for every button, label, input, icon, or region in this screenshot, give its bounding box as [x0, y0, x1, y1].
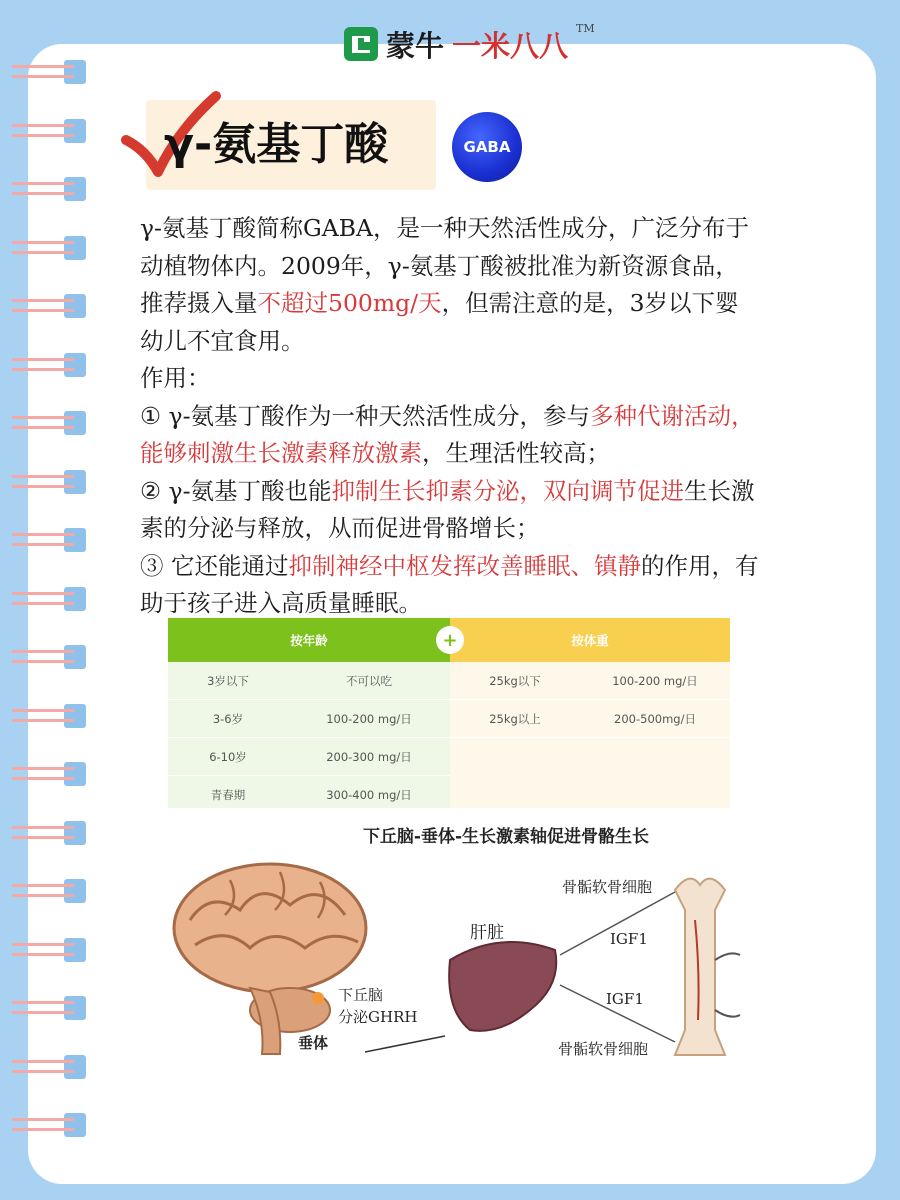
intro-paragraph	[140, 210, 760, 360]
ring-wire	[12, 124, 74, 137]
ring-wire	[12, 943, 74, 956]
effect-2-suffix: 生长激素的分泌与释放，从而促进骨骼增长；	[140, 476, 755, 542]
ring-wire	[12, 533, 74, 546]
binding-ring	[12, 294, 86, 318]
dosage-table	[168, 618, 730, 808]
binding-ring	[12, 645, 86, 669]
hypothalamus-label: 下丘脑	[338, 986, 384, 1004]
ring-wire	[12, 65, 74, 78]
effects-heading: 作用：	[140, 364, 211, 392]
ring-wire	[12, 475, 74, 488]
table-row	[168, 776, 450, 814]
ring-wire	[12, 241, 74, 254]
age-cell: 青春期	[210, 787, 246, 802]
content-text	[140, 210, 760, 623]
intro-text: γ-氨基丁酸简称GABA，是一种天然活性成分，广泛分布于动植物体内。2009年，γ-氨基丁酸被批准为新资源食品，推荐摄入量	[140, 214, 749, 317]
binding-ring	[12, 236, 86, 260]
dose-cell: 300-400 mg/日	[326, 787, 412, 802]
ring-wire	[12, 182, 74, 195]
binding-ring	[12, 1055, 86, 1079]
plus-icon: +	[436, 626, 464, 654]
diagram-title: 下丘脑-垂体-生长激素轴促进骨骼生长	[362, 827, 650, 847]
dose-cell: 100-200 mg/日	[326, 711, 412, 726]
binding-ring	[12, 411, 86, 435]
effect-item-3	[140, 548, 760, 623]
ghrh-label: 分泌GHRH	[338, 1008, 418, 1026]
ring-wire	[12, 1001, 74, 1014]
age-column	[168, 662, 450, 808]
ring-wire	[12, 1060, 74, 1073]
effect-1-suffix: ，生理活性较高；	[422, 439, 610, 467]
effect-3-suffix: 的作用，有助于孩子进入高质量睡眠。	[140, 551, 759, 617]
cartilage-label-top: 骨骺软骨细胞	[562, 878, 653, 896]
ring-wire	[12, 1118, 74, 1131]
binding-ring	[12, 587, 86, 611]
title-block	[116, 90, 416, 200]
gh-axis-diagram	[170, 820, 750, 1060]
intro-highlight: 不超过500mg/天	[257, 289, 442, 317]
table-row	[450, 700, 730, 738]
brand-name: 蒙牛	[386, 28, 445, 63]
ring-wire	[12, 826, 74, 839]
intro-text-end: ，但需注意的是，3岁以下婴幼儿不宜食用。	[140, 289, 739, 355]
header-by-weight: 按体重	[450, 618, 730, 662]
page-title: γ-氨基丁酸	[164, 119, 389, 170]
ring-wire	[12, 884, 74, 897]
ring-wire	[12, 299, 74, 312]
binding-ring	[12, 704, 86, 728]
bone-icon	[675, 879, 740, 1055]
binding-ring	[12, 60, 86, 84]
table-row	[168, 700, 450, 738]
binding-ring	[12, 762, 86, 786]
binding-ring	[12, 996, 86, 1020]
ring-wire	[12, 592, 74, 605]
weight-cell: 25kg以上	[489, 711, 541, 726]
age-cell: 6-10岁	[209, 749, 247, 764]
trademark: TM	[576, 22, 595, 35]
igf-label-bottom: IGF1	[606, 990, 644, 1008]
liver-label: 肝脏	[470, 923, 504, 943]
binding-ring	[12, 1113, 86, 1137]
weight-cell: 25kg以下	[489, 673, 541, 688]
dose-cell: 100-200 mg/日	[612, 673, 698, 688]
dose-cell: 200-300 mg/日	[326, 749, 412, 764]
ring-wire	[12, 709, 74, 722]
ring-wire	[12, 358, 74, 371]
ring-wire	[12, 767, 74, 780]
binding-ring	[12, 528, 86, 552]
effect-item-2	[140, 473, 760, 548]
table-row	[168, 662, 450, 700]
effect-1-highlight: 多种代谢活动，能够刺激生长激素释放激素	[140, 401, 755, 467]
binding-ring	[12, 119, 86, 143]
gaba-badge: GABA	[452, 112, 522, 182]
weight-column	[450, 662, 730, 808]
effect-2-highlight: 抑制生长抑素分泌，双向调节促进	[331, 476, 685, 505]
brand-slogan: 一米八八	[452, 28, 569, 63]
effect-3-highlight: 抑制神经中枢发挥改善睡眠、镇静	[288, 551, 641, 580]
effect-3-prefix: ③ 它还能通过	[140, 551, 289, 580]
binding-ring	[12, 470, 86, 494]
brand-mark-icon	[344, 27, 378, 61]
pituitary-label: 垂体	[298, 1034, 329, 1052]
brand-logo	[344, 20, 595, 68]
binding-ring	[12, 821, 86, 845]
binding-ring	[12, 938, 86, 962]
binding-ring	[12, 879, 86, 903]
effect-item-1	[140, 398, 760, 473]
igf-label-top: IGF1	[610, 930, 648, 948]
binding-ring	[12, 353, 86, 377]
table-row	[168, 738, 450, 776]
table-body	[168, 662, 730, 808]
binding-ring	[12, 177, 86, 201]
age-cell: 3岁以下	[207, 673, 249, 688]
dose-cell: 不可以吃	[346, 673, 392, 688]
effect-2-prefix: ② γ-氨基丁酸也能	[140, 476, 332, 505]
ring-wire	[12, 650, 74, 663]
table-row	[450, 662, 730, 700]
header-by-age: 按年龄	[168, 618, 450, 662]
age-cell: 3-6岁	[212, 711, 244, 726]
effect-1-prefix: ① γ-氨基丁酸作为一种天然活性成分，参与	[140, 401, 591, 430]
cartilage-label-bottom: 骨骺软骨细胞	[558, 1040, 649, 1058]
ring-wire	[12, 416, 74, 429]
diagram-illustration	[170, 820, 750, 1060]
dose-cell: 200-500mg/日	[614, 711, 696, 726]
liver-icon	[449, 942, 556, 1031]
